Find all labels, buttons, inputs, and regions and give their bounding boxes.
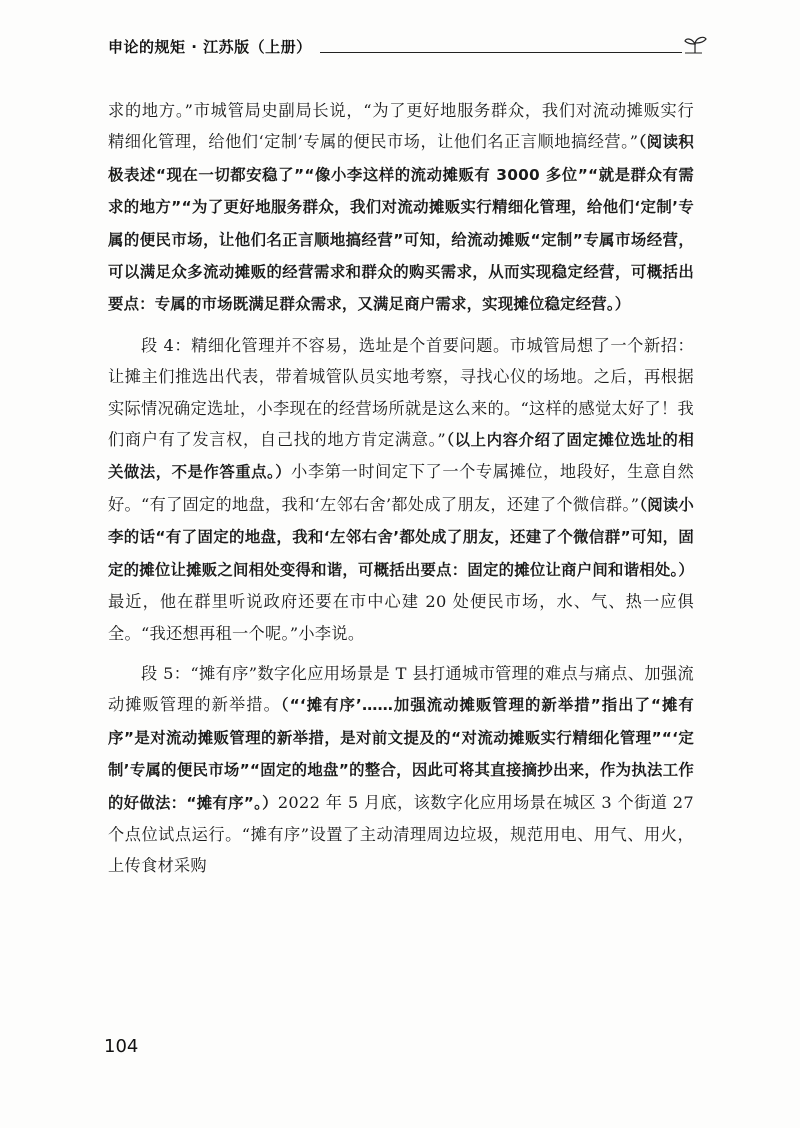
body-segment: 小李第一时间定下了一个专属摊位，地段好，生意自然好。“有了固定的地盘，我和‘左邻右舍’都处成了朋友，还建了个微信群。” xyxy=(108,462,695,514)
body-segment: 段 4：精细化管理并不容易，选址是个首要问题。市城管局想了一个新招：让摊主们推选出代表，带着城管队员实地考察，寻找心仪的场地。之后，再根据实际情况确定选址，小李现在的经营场所就是这么来的。“这样的感觉太好了！我们商户有了发言权，自己找的地方肯定满意。” xyxy=(108,335,694,450)
body-text xyxy=(108,95,694,882)
header-rule xyxy=(320,52,682,53)
annotation-note: （阅读小李的话“有了固定的地盘，我和‘左邻右舍’都处成了朋友，还建了个微信群”可知，固定的摊位让摊贩之间相处变得和谐，可概括出要点：固定的摊位让商户间和谐相处。） xyxy=(108,495,694,579)
body-segment: 最近，他在群里听说政府还要在市中心建 20 处便民市场，水、气、热一应俱全。“我还想再租一个呢。”小李说。 xyxy=(108,592,694,643)
running-header xyxy=(108,34,708,62)
header-title: 申论的规矩 · 江苏版（上册） xyxy=(108,38,312,56)
page-number: 104 xyxy=(104,1036,139,1057)
sprout-icon xyxy=(682,34,708,58)
body-segment: 2022 年 5 月底，该数字化应用场景在城区 3 个街道 27 个点位试点运行。“摊有序”设置了主动清理周边垃圾，规范用电、用气、用火，上传食材采购 xyxy=(108,792,694,876)
annotation-note: （以上内容介绍了固定摊位选址的相关做法，不是作答重点。） xyxy=(108,431,694,482)
paragraph xyxy=(108,658,694,882)
paragraph xyxy=(108,95,694,321)
annotation-note: （阅读积极表述“现在一切都安稳了”“像小李这样的流动摊贩有 3000 多位”“就是群众有需求的地方”“为了更好地服务群众，我们对流动摊贩实行精细化管理，给他们‘定制’专属的便民市场，让他们名正言顺地搞经营”可知，给流动摊贩“定制”专属市场经营，可以满足众多流动摊贩的经营需求和群众的购买需求，从而实现稳定经营，可概括出要点：专属的市场既满足群众需求，又满足商户需求，实现摊位稳定经营。） xyxy=(108,133,694,314)
paragraph xyxy=(108,330,694,649)
body-segment: 求的地方。”市城管局史副局长说，“为了更好地服务群众，我们对流动摊贩实行精细化管理，给他们‘定制’专属的便民市场，让他们名正言顺地搞经营。” xyxy=(108,101,694,152)
body-segment: 段 5：“摊有序”数字化应用场景是 T 县打通城市管理的难点与痛点、加强流动摊贩管理的新举措。 xyxy=(108,663,694,715)
annotation-note: （“‘摊有序’……加强流动摊贩管理的新举措”指出了“摊有序”是对流动摊贩管理的新举措，是对前文提及的“对流动摊贩实行精细化管理”“‘定制’专属的便民市场”“固定的地盘”的整合，因此可将其直接摘抄出来，作为执法工作的好做法：“摊有序”。） xyxy=(108,696,694,812)
